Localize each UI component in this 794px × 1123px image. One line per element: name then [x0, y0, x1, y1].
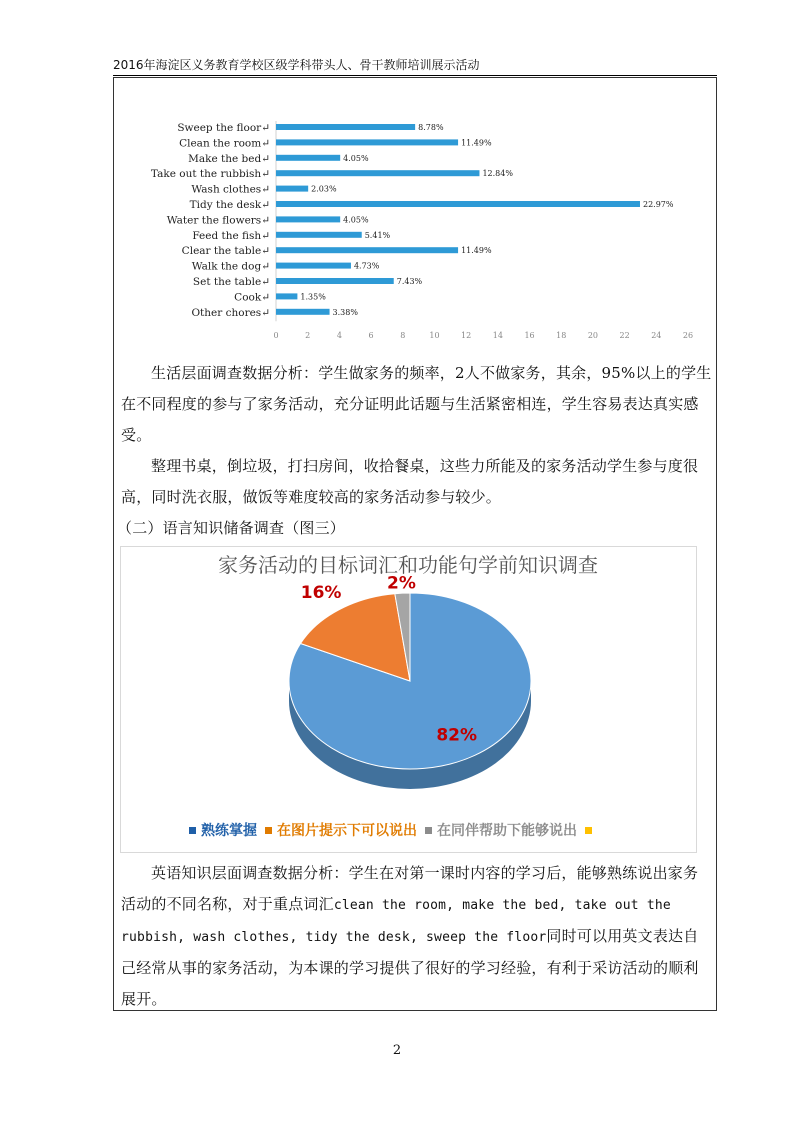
paragraph-chores-participation-text: 整理书桌，倒垃圾，打扫房间，收拾餐桌，这些力所能及的家务活动学生参与度很高，同时洗衣服，做饭等难度较高的家务活动参与较少。 [121, 457, 699, 506]
bar-value-label: 22.97% [642, 200, 674, 209]
x-tick-label: 12 [461, 331, 472, 341]
key-vocabulary-list: clean the room, make the bed, take out the rubbish, wash clothes, tidy the desk, sweep the floor [121, 898, 671, 945]
bar-value-label: 11.49% [461, 246, 492, 256]
paragraph-language-analysis-text-2: 同时可以用英文表达自己经常从事的家务活动，为本课的学习提供了很好的学习经验，有利于采访活动的顺利展开。 [121, 927, 699, 1008]
bar-category-label: Tidy the desk↵ [189, 199, 270, 211]
paragraph-language-analysis-text-1: 英语知识层面调查数据分析：学生在对第一课时内容的学习后，能够熟练说出家务活动的不同名称，对于重点词汇 [121, 864, 699, 913]
bar [276, 232, 362, 238]
bar-value-label: 2.03% [311, 184, 337, 194]
header-rule [113, 75, 717, 76]
bar-category-label: Cook↵ [234, 291, 270, 304]
legend-swatch [189, 827, 196, 834]
bar-category-label: Walk the dog↵ [191, 260, 270, 273]
x-tick-label: 8 [400, 331, 406, 341]
paragraph-language-analysis [121, 858, 713, 1015]
bar [276, 155, 340, 161]
legend-swatch [425, 827, 432, 834]
bar-category-label: Sweep the floor↵ [177, 122, 270, 134]
bar-value-label: 4.05% [343, 153, 369, 163]
bar-value-label: 4.05% [343, 215, 369, 225]
bar-chart [113, 110, 717, 345]
legend-swatch [265, 827, 272, 834]
bar-value-label: 4.73% [353, 261, 380, 271]
x-tick-label: 14 [492, 331, 503, 341]
x-tick-label: 22 [619, 331, 630, 341]
pie-chart [120, 546, 697, 853]
bar-category-label: Other chores↵ [191, 306, 270, 319]
x-tick-label: 2 [305, 331, 311, 341]
x-tick-label: 24 [651, 331, 662, 341]
x-tick-label: 20 [587, 331, 599, 341]
x-tick-label: 10 [429, 331, 440, 341]
bar-chart-svg [113, 110, 717, 345]
x-tick-label: 4 [336, 331, 342, 341]
bar [276, 278, 394, 284]
bar [276, 293, 297, 299]
bar-value-label: 11.49% [461, 138, 492, 148]
bar-category-label: Clear the table↵ [181, 245, 270, 258]
page-header: 2016年海淀区义务教育学校区级学科带头人、骨干教师培训展示活动 [113, 58, 480, 72]
legend-label: 熟练掌握 [201, 823, 257, 839]
bar [276, 201, 640, 207]
bar-value-label: 5.41% [364, 230, 391, 240]
bar-value-label: 3.38% [332, 307, 358, 317]
paragraph-life-analysis-text: 生活层面调查数据分析：学生做家务的频率，2人不做家务，其余，95%以上的学生在不同程度的参与了家务活动，充分证明此话题与生活紧密相连，学生容易表达真实感受。 [121, 364, 712, 444]
pie-chart-svg [121, 547, 696, 852]
bar [276, 216, 340, 222]
bar [276, 186, 308, 192]
bar-category-label: Wash clothes↵ [191, 183, 270, 196]
bar [276, 139, 458, 145]
bar [276, 247, 458, 253]
bar [276, 309, 330, 315]
bar-category-label: Take out the rubbish↵ [150, 168, 270, 181]
paragraph-chores-participation [121, 451, 713, 513]
legend-swatch [585, 827, 592, 834]
bar-category-label: Clean the room↵ [179, 137, 270, 150]
x-tick-label: 26 [682, 331, 694, 341]
x-tick-label: 16 [524, 331, 535, 341]
bar [276, 263, 351, 269]
bar-category-label: Feed the fish↵ [192, 229, 270, 242]
legend-label: 在同伴帮助下能够说出 [437, 823, 577, 839]
x-tick-label: 18 [556, 331, 567, 341]
pie-value-label: 2% [387, 573, 416, 594]
page-number: 2 [392, 1043, 402, 1058]
pie-value-label: 16% [300, 583, 342, 604]
bar-category-label: Make the bed↵ [188, 152, 270, 165]
x-tick-label: 6 [368, 331, 374, 341]
pie-chart-title: 家务活动的目标词汇和功能句学前知识调查 [218, 553, 598, 577]
bar-category-label: Set the table↵ [192, 276, 270, 288]
x-tick-label: 0 [273, 331, 279, 341]
bar [276, 170, 479, 176]
paragraph-life-analysis [121, 358, 713, 451]
legend-label: 在图片提示下可以说出 [277, 823, 417, 839]
bar-value-label: 1.35% [300, 292, 326, 302]
section-heading: （二）语言知识储备调查（图三） [117, 519, 346, 537]
bar [276, 124, 415, 130]
pie-value-label: 82% [436, 725, 478, 746]
pie-legend [189, 822, 592, 839]
bar-value-label: 12.84% [482, 169, 513, 179]
bar-category-label: Water the flowers↵ [166, 214, 270, 227]
bar-value-label: 7.43% [396, 277, 423, 286]
bar-value-label: 8.78% [418, 123, 444, 132]
